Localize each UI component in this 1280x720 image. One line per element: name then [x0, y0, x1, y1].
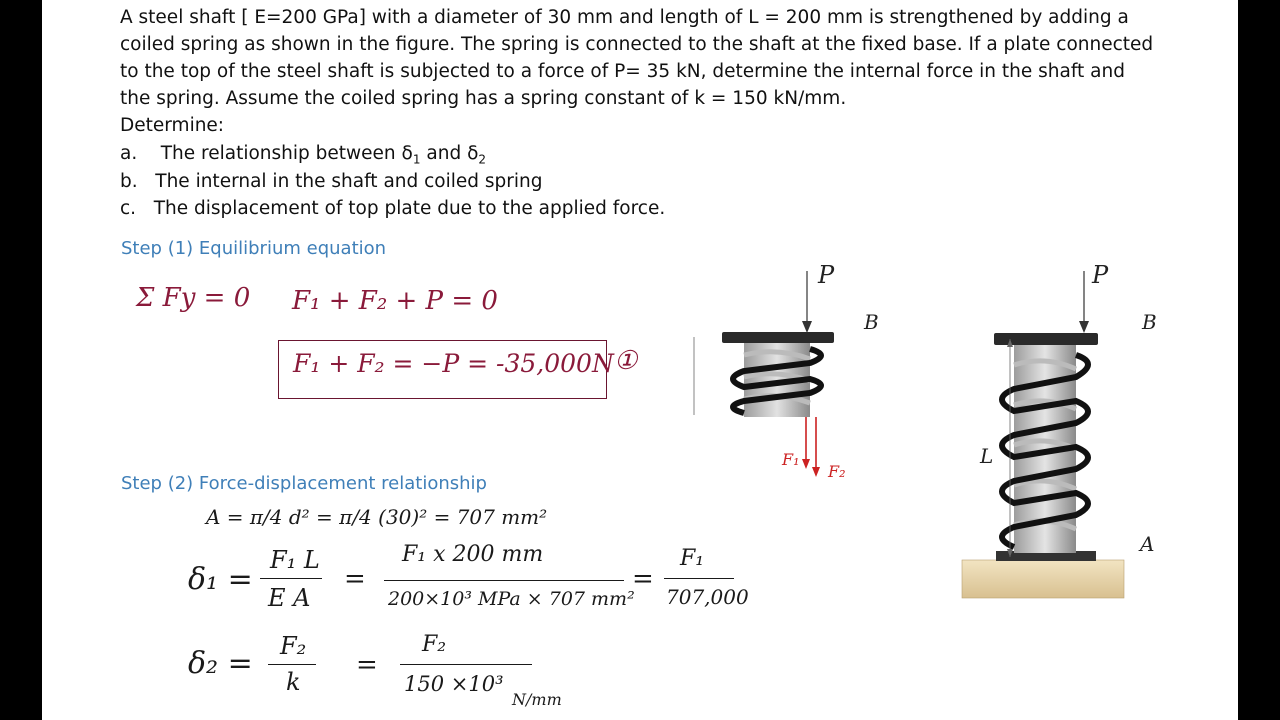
label-A: A	[1140, 532, 1155, 556]
label-B: B	[864, 310, 879, 334]
boxed-equation	[278, 340, 614, 399]
fraction-bar	[384, 580, 624, 581]
problem-line-2: coiled spring as shown in the figure. The spring is connected to the shaft at the fixed base. If a plate connected	[120, 34, 1154, 55]
list-marker: c.	[120, 198, 137, 219]
step1-heading: Step (1) Equilibrium equation	[121, 238, 387, 259]
list-item-c	[120, 195, 665, 222]
delta2-lhs: δ₂ =	[188, 646, 253, 681]
equals-sign: =	[344, 564, 366, 594]
label-F1: F₁	[782, 450, 800, 469]
subscript: 2	[478, 152, 487, 167]
delta1-numerator-2: F₁ x 200 mm	[402, 542, 544, 567]
label-F2: F₂	[828, 462, 846, 481]
list-text-mid: and δ	[420, 143, 479, 164]
list-text: The displacement of top plate due to the applied force.	[153, 198, 666, 219]
delta1-denominator: E A	[268, 584, 311, 612]
arrowhead-icon	[802, 321, 812, 333]
area-equation: A = π/4 d² = π/4 (30)² = 707 mm²	[206, 505, 548, 529]
list-marker: b.	[120, 171, 138, 192]
list-text: The internal in the shaft and coiled spring	[155, 171, 543, 192]
fixed-base	[962, 560, 1124, 598]
delta2-numerator: F₂	[280, 632, 307, 660]
equilibrium-eq: F₁ + F₂ + P = 0	[292, 286, 498, 316]
sum-forces-eq: Σ Fy = 0	[136, 283, 251, 313]
arrowhead-icon	[802, 459, 810, 469]
delta1-numerator-3: F₁	[680, 546, 705, 571]
label-P: P	[1092, 261, 1109, 289]
label-L: L	[980, 444, 994, 468]
fraction-bar	[400, 664, 532, 665]
subscript: 1	[412, 152, 421, 167]
delta2-denominator-2: 150 ×10³	[404, 672, 504, 696]
spring-shaft-figure-small	[682, 255, 879, 485]
determine-label: Determine:	[120, 115, 225, 136]
list-text: The relationship between δ	[160, 143, 413, 164]
list-marker: a.	[120, 143, 138, 164]
delta1-denominator-2: 200×10³ MPa × 707 mm²	[388, 588, 635, 610]
equals-sign: =	[356, 650, 378, 680]
fraction-bar	[268, 664, 316, 665]
top-plate	[722, 332, 834, 343]
delta1-denominator-3: 707,000	[666, 585, 749, 609]
problem-line-4: the spring. Assume the coiled spring has a spring constant of k = 150 kN/mm.	[120, 88, 847, 109]
delta2-unit: N/mm	[512, 690, 562, 709]
document-page	[42, 0, 1238, 720]
problem-line-1: A steel shaft [ E=200 GPa] with a diameter of 30 mm and length of L = 200 mm is strengthened by adding a	[120, 7, 1129, 28]
label-P: P	[818, 261, 835, 289]
delta2-denominator: k	[286, 668, 301, 696]
equation-number: ①	[614, 346, 638, 376]
delta2-numerator-2: F₂	[422, 632, 447, 657]
boxed-equation-text: F₁ + F₂ = −P = -35,000N	[293, 349, 614, 378]
fraction-bar	[260, 578, 322, 579]
list-item-b	[120, 168, 543, 195]
fraction-bar	[664, 578, 734, 579]
label-B: B	[1142, 310, 1157, 334]
spring-shaft-figure-large	[922, 255, 1157, 615]
arrowhead-icon	[812, 467, 820, 477]
problem-line-3: to the top of the steel shaft is subjected to a force of P= 35 kN, determine the internal force in the shaft and	[120, 61, 1125, 82]
arrowhead-icon	[1079, 321, 1089, 333]
delta1-numerator: F₁ L	[270, 546, 320, 574]
equals-sign: =	[632, 564, 654, 594]
step2-heading: Step (2) Force-displacement relationship	[121, 473, 487, 494]
delta1-lhs: δ₁ =	[188, 562, 253, 597]
